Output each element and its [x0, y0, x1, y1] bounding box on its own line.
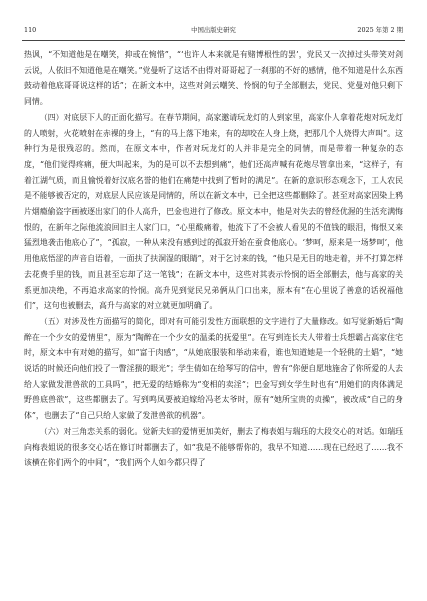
paragraph-section-4: （四）对底层下人的正面化描写。在春节期间，高家邀请玩龙灯的人到家里，高家仆人拿着花炮对玩龙灯的人喷射，火花喷射在赤裸的身上，“有的马上落下地来，有的却咬在人身上烧，把那几个人烧得大声叫”。这种行为是很残忍的。然而，在原文本中，作者对玩龙灯的人并非是完全的同情，而是带着一种复杂的态度，“他们觉得疼痛，便大叫起来，为的是可以不去想到痛”，他们还高声喊有花炮尽管拿出来，“这样子，有着江湖气质，而且愉悦着好汉底名誉的他们在痛楚中找到了暂时的满足”。在新的意识形态观念下，工人农民是不能够被否定的，对底层人民应该是同情的，所以在新文本中，已全把这些都删除了。甚至对高家因染上鸦片烟瘾偷盗字画被逐出家门的仆人高升，巴金也进行了修改。原文本中，他是对失去的曾经优渥的生活充满悔恨的，在新年之际他流浪回旧主人家门口，“心里酸痛着，他流下了不会被人看见的不值钱的眼泪，悔恨又来猛烈地袭击他底心了”，“孤寂，一种从来没有感到过的孤寂开始在蚕食他底心。‘梦呵，原来是一场梦呵’，他用他底悟涩的声音自语着，一面扶了扶洞湿的眼睛”，对于乞讨来的钱，“他只是无目的地走着，并不打算怎样去花费手里的钱，而且甚至忘却了这一笔钱”；在新文本中，这些对其表示怜悯的语全部删去，他与高家的关系更加决绝，不再追求高家的怜悯。高升见到觉民兄弟俩从门口出来，原本有“在心里说了善意的话祝福他们”，这句也被删去，高升与高家的对立就更加明确了。: [24, 112, 403, 311]
article-body: [24, 47, 403, 471]
page-number: 110: [24, 26, 37, 34]
issue-label: 2025 年第 2 期: [357, 26, 403, 34]
running-header: [22, 22, 405, 38]
paragraph-section-6: （六）对三角恋关系的弱化。觉新夫妇的爱情更加美好，删去了梅表姐与瑞珏的大段交心的对话。如瑞珏向梅表姐说的很多交心话在修订时都删去了，如“我是不能够帮你的，我早不知道……现在已经迟了……我不该横在你们两个的中间”，“我们两个人如今都只得了: [24, 426, 403, 468]
journal-name: 中国出版史研究: [191, 26, 236, 34]
paragraph-section-5: （五）对涉及性方面描写的简化，即对有可能引发性方面联想的文字进行了大量修改。如写觉新婚后“陶醉在一个少女的爱情里”，原为“陶醉在一个少女的温柔的抚爱里”。在写到连长夫人带着士兵想霸占高家住宅时，原文本中有对她的描写，如“富于肉感”，“从她底服装和举动来看，谁也知道她是一个轻佻的土娼”，“她说话的时候还向他们投了一瞥淫猥的眼光”；学生倩如在给琴写的信中，曾有“你便自愿地施舍了你所爱的人去给人家做发泄兽欲的工具吗”，把无爱的结婚称为“变相的卖淫”；巴金写到女学生时也有“用她们的肉体满足野兽底兽欲”，这些都删去了。写到鸣凤要被迫嫁给冯老太爷时，原有“她所宝贵的贞操”，被改成“自己的身体”，也删去了“自己只给人家做了发泄兽欲的机器”。: [24, 316, 403, 421]
header-divider: [22, 40, 405, 41]
paragraph-continuation: 热讽，“不知道他是在嘲笑，抑或在惋惜”，“‘也许人本来就是有赌博根性的罢’，党民又一次掉过头带笑对剑云说，人依旧不知道他是在嘲笑。”党曼听了这话不由得对哥哥起了一刹那的不好的感情，他不知道是什么东西鼓动着他底哥哥说这样的话”；在新文本中，这些对剑云嘲笑、怜悯的句子全部删去，党民、党曼对他只剩下同情。: [24, 50, 403, 107]
